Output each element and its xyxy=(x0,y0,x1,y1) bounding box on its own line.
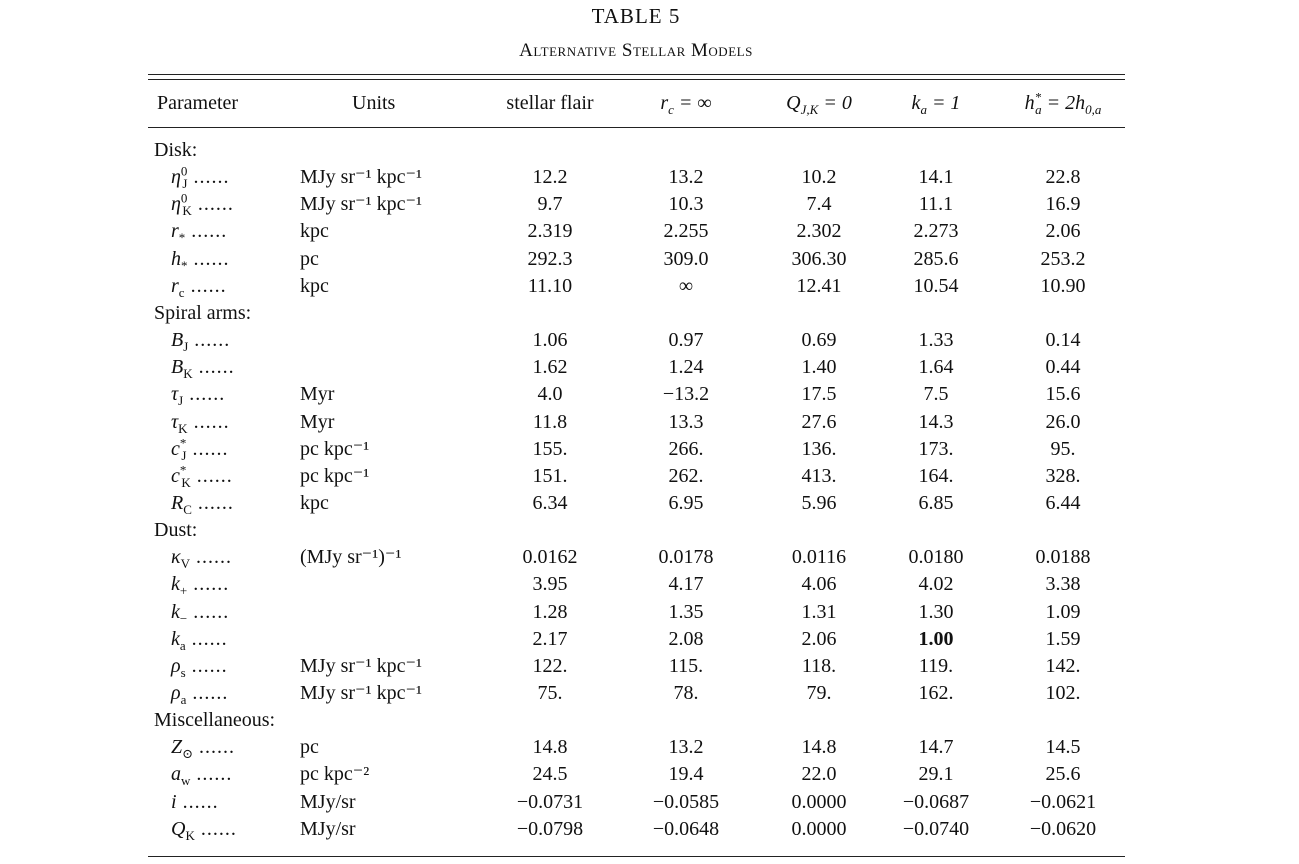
table-row xyxy=(0,789,1299,816)
table-row xyxy=(0,381,1299,408)
value-cell: 26.0 xyxy=(1045,410,1081,433)
value-cell: 266. xyxy=(668,437,704,460)
units-cell: MJy sr⁻¹ kpc⁻¹ xyxy=(300,654,422,677)
units-cell: Myr xyxy=(300,383,335,406)
section-title: Spiral arms: xyxy=(154,301,252,324)
value-cell: 22.8 xyxy=(1045,166,1081,189)
value-cell: 173. xyxy=(918,437,954,460)
value-cell: 2.255 xyxy=(663,220,709,243)
value-cell: 3.38 xyxy=(1045,573,1081,596)
value-cell: 119. xyxy=(918,654,954,677)
parameter-cell: $c^*_K$ ...... xyxy=(171,462,233,490)
value-cell: 306.30 xyxy=(791,247,847,270)
value-cell: 1.31 xyxy=(801,600,837,623)
value-cell: 10.2 xyxy=(801,166,837,189)
section-header xyxy=(0,517,1299,544)
units-cell: kpc xyxy=(300,220,329,243)
value-cell: 142. xyxy=(1045,654,1081,677)
value-cell: 102. xyxy=(1045,682,1081,704)
value-cell: 16.9 xyxy=(1045,193,1081,216)
value-cell: −0.0687 xyxy=(902,790,970,813)
value-cell: 14.1 xyxy=(918,166,954,189)
header-model-stellar-flair: stellar flair xyxy=(506,92,594,114)
value-cell: 0.0178 xyxy=(658,546,714,569)
value-cell: 95. xyxy=(1050,437,1076,460)
table-row xyxy=(0,490,1299,517)
header-rule xyxy=(148,127,1125,128)
parameter-cell: $c^*_J$ ...... xyxy=(171,434,229,463)
value-cell: 1.62 xyxy=(532,356,568,379)
parameter-cell: $Q_K$ ...... xyxy=(171,817,237,843)
value-cell: −13.2 xyxy=(662,383,710,406)
parameter-cell: $B_J$ ...... xyxy=(171,329,231,355)
parameter-cell: $k_-$ ...... xyxy=(171,600,230,626)
value-cell: 309.0 xyxy=(663,247,709,270)
value-cell: 0.0000 xyxy=(791,790,847,813)
header-model-ka-one: $k_a = 1$ xyxy=(911,92,961,117)
table-row xyxy=(0,409,1299,436)
value-cell: 0.69 xyxy=(801,329,837,352)
header-model-ha-2h0a: $h^*_a = 2h_{0,a}$ xyxy=(1024,89,1102,117)
parameter-cell: i ...... xyxy=(171,790,219,813)
table-row xyxy=(0,680,1299,707)
value-cell: 155. xyxy=(532,437,568,460)
value-cell: 1.28 xyxy=(532,600,568,623)
value-cell: 22.0 xyxy=(801,763,837,786)
parameter-cell: $Z_⊙$ ...... xyxy=(171,736,236,762)
value-cell: 1.64 xyxy=(918,356,954,379)
value-cell: 0.14 xyxy=(1045,329,1081,352)
parameter-cell: $\rho_s$ ...... xyxy=(171,654,228,680)
table-row xyxy=(0,164,1299,191)
value-cell: 0.0000 xyxy=(791,817,847,840)
section-title: Dust: xyxy=(154,519,198,542)
header-parameter: Parameter xyxy=(157,92,239,114)
parameter-cell: $r_*$ ...... xyxy=(171,220,228,246)
value-cell: 27.6 xyxy=(801,410,837,433)
value-cell: −0.0740 xyxy=(902,817,970,840)
value-cell: 1.00 xyxy=(918,627,954,650)
units-cell: MJy/sr xyxy=(300,790,356,813)
section-header xyxy=(0,707,1299,734)
value-cell: 2.06 xyxy=(801,627,837,650)
table-row xyxy=(0,599,1299,626)
table-row xyxy=(0,626,1299,653)
value-cell: 1.33 xyxy=(918,329,954,352)
header-row xyxy=(0,90,1299,117)
value-cell: 0.0116 xyxy=(791,546,847,569)
value-cell: 13.3 xyxy=(668,410,704,433)
units-cell: pc kpc⁻² xyxy=(300,763,370,786)
value-cell: −0.0648 xyxy=(652,817,720,840)
value-cell: 6.95 xyxy=(668,491,704,514)
value-cell: 253.2 xyxy=(1040,247,1086,270)
value-cell: 2.17 xyxy=(532,627,568,650)
value-cell: 9.7 xyxy=(537,193,563,216)
value-cell: 12.2 xyxy=(532,166,568,189)
value-cell: 29.1 xyxy=(918,763,954,786)
value-cell: 11.10 xyxy=(527,274,573,297)
table-row xyxy=(0,761,1299,788)
table-row xyxy=(0,816,1299,843)
value-cell: 4.06 xyxy=(801,573,837,596)
value-cell: 164. xyxy=(918,464,954,487)
table-row xyxy=(0,273,1299,300)
value-cell: 2.319 xyxy=(527,220,573,243)
value-cell: 10.54 xyxy=(913,274,959,297)
parameter-cell: $R_C$ ...... xyxy=(171,491,234,517)
parameter-cell: $k_a$ ...... xyxy=(171,627,228,653)
units-cell: pc xyxy=(300,736,319,759)
units-cell: pc kpc⁻¹ xyxy=(300,464,370,487)
table-row xyxy=(0,653,1299,680)
value-cell: 0.0188 xyxy=(1035,546,1091,569)
value-cell: 413. xyxy=(801,464,837,487)
value-cell: 78. xyxy=(673,682,699,704)
value-cell: 2.273 xyxy=(913,220,959,243)
value-cell: 122. xyxy=(532,654,568,677)
units-cell: kpc xyxy=(300,491,329,514)
top-rule-1 xyxy=(148,74,1125,75)
value-cell: 0.44 xyxy=(1045,356,1081,379)
value-cell: 14.8 xyxy=(532,736,568,759)
value-cell: 292.3 xyxy=(527,247,573,270)
parameter-cell: $\eta^0_J$ ...... xyxy=(171,163,230,192)
units-cell: MJy sr⁻¹ kpc⁻¹ xyxy=(300,166,422,189)
value-cell: 0.0180 xyxy=(908,546,964,569)
value-cell: 1.35 xyxy=(668,600,704,623)
value-cell: −0.0620 xyxy=(1029,817,1097,840)
value-cell: 0.97 xyxy=(668,329,704,352)
value-cell: 7.5 xyxy=(923,383,949,406)
value-cell: 14.5 xyxy=(1045,736,1081,759)
value-cell: 6.34 xyxy=(532,491,568,514)
value-cell: 1.09 xyxy=(1045,600,1081,623)
parameter-cell: $h_*$ ...... xyxy=(171,247,230,273)
units-cell: MJy sr⁻¹ kpc⁻¹ xyxy=(300,682,422,704)
value-cell: 11.1 xyxy=(918,193,954,216)
parameter-cell: $r_c$ ...... xyxy=(171,274,227,300)
value-cell: 11.8 xyxy=(532,410,568,433)
value-cell: 13.2 xyxy=(668,736,704,759)
table-row xyxy=(0,327,1299,354)
value-cell: 24.5 xyxy=(532,763,568,786)
value-cell: 6.85 xyxy=(918,491,954,514)
value-cell: 118. xyxy=(801,654,837,677)
value-cell: 1.40 xyxy=(801,356,837,379)
value-cell: 115. xyxy=(668,654,704,677)
table-row xyxy=(0,734,1299,761)
value-cell: 285.6 xyxy=(913,247,959,270)
parameter-cell: $a_w$ ...... xyxy=(171,763,233,789)
value-cell: 4.17 xyxy=(668,573,704,596)
value-cell: 10.90 xyxy=(1040,274,1086,297)
value-cell: 7.4 xyxy=(806,193,832,216)
value-cell: 5.96 xyxy=(801,491,837,514)
units-cell: pc kpc⁻¹ xyxy=(300,437,370,460)
value-cell: 79. xyxy=(806,682,832,704)
table-row xyxy=(0,354,1299,381)
value-cell: 14.8 xyxy=(801,736,837,759)
units-cell: (MJy sr⁻¹)⁻¹ xyxy=(300,546,402,569)
value-cell: −0.0731 xyxy=(516,790,584,813)
value-cell: 13.2 xyxy=(668,166,704,189)
value-cell: 17.5 xyxy=(801,383,837,406)
value-cell: 151. xyxy=(532,464,568,487)
units-cell: pc xyxy=(300,247,319,270)
units-cell: kpc xyxy=(300,274,329,297)
units-cell: MJy/sr xyxy=(300,817,356,840)
value-cell: 14.7 xyxy=(918,736,954,759)
value-cell: 162. xyxy=(918,682,954,704)
value-cell: 12.41 xyxy=(796,274,842,297)
table-title: Alternative Stellar Models xyxy=(519,40,753,61)
value-cell: 10.3 xyxy=(668,193,704,216)
value-cell: 262. xyxy=(668,464,704,487)
value-cell: 14.3 xyxy=(918,410,954,433)
value-cell: 75. xyxy=(537,682,563,704)
top-rule-2 xyxy=(148,79,1125,80)
value-cell: 4.0 xyxy=(537,383,563,406)
parameter-cell: $\tau_K$ ...... xyxy=(171,410,230,436)
table-row xyxy=(0,463,1299,490)
value-cell: 2.08 xyxy=(668,627,704,650)
section-title: Miscellaneous: xyxy=(154,709,276,732)
header-model-qjk-zero: $Q_{J,K} = 0$ xyxy=(786,92,852,117)
section-title: Disk: xyxy=(154,139,198,161)
header-model-rc-infinity: $r_c$ = ∞ xyxy=(660,92,712,117)
header-units: Units xyxy=(352,92,396,114)
parameter-cell: $\rho_a$ ...... xyxy=(171,682,229,707)
value-cell: 2.302 xyxy=(796,220,842,243)
section-header xyxy=(0,137,1299,164)
bottom-rule xyxy=(148,856,1125,857)
parameter-cell: $\tau_J$ ...... xyxy=(171,383,226,409)
table-number: TABLE 5 xyxy=(591,4,681,28)
value-cell: 1.59 xyxy=(1045,627,1081,650)
value-cell: 4.02 xyxy=(918,573,954,596)
value-cell: 1.30 xyxy=(918,600,954,623)
table-row xyxy=(0,218,1299,245)
value-cell: 15.6 xyxy=(1045,383,1081,406)
parameter-cell: $\kappa_V$ ...... xyxy=(171,546,232,572)
value-cell: 6.44 xyxy=(1045,491,1081,514)
parameter-cell: $B_K$ ...... xyxy=(171,356,235,382)
value-cell: 1.24 xyxy=(668,356,704,379)
section-header xyxy=(0,300,1299,327)
units-cell: MJy sr⁻¹ kpc⁻¹ xyxy=(300,193,422,216)
parameter-cell: $\eta^0_K$ ...... xyxy=(171,190,234,219)
table-row xyxy=(0,191,1299,218)
value-cell: −0.0585 xyxy=(652,790,720,813)
value-cell: 2.06 xyxy=(1045,220,1081,243)
value-cell: ∞ xyxy=(678,274,694,297)
value-cell: −0.0621 xyxy=(1029,790,1097,813)
table-row xyxy=(0,436,1299,463)
value-cell: 328. xyxy=(1045,464,1081,487)
value-cell: 1.06 xyxy=(532,329,568,352)
value-cell: 136. xyxy=(801,437,837,460)
units-cell: Myr xyxy=(300,410,335,433)
table-row xyxy=(0,246,1299,273)
table-row xyxy=(0,571,1299,598)
value-cell: −0.0798 xyxy=(516,817,584,840)
value-cell: 3.95 xyxy=(532,573,568,596)
value-cell: 19.4 xyxy=(668,763,704,786)
parameter-cell: $k_+$ ...... xyxy=(171,573,230,599)
value-cell: 0.0162 xyxy=(522,546,578,569)
value-cell: 25.6 xyxy=(1045,763,1081,786)
table-row xyxy=(0,544,1299,571)
